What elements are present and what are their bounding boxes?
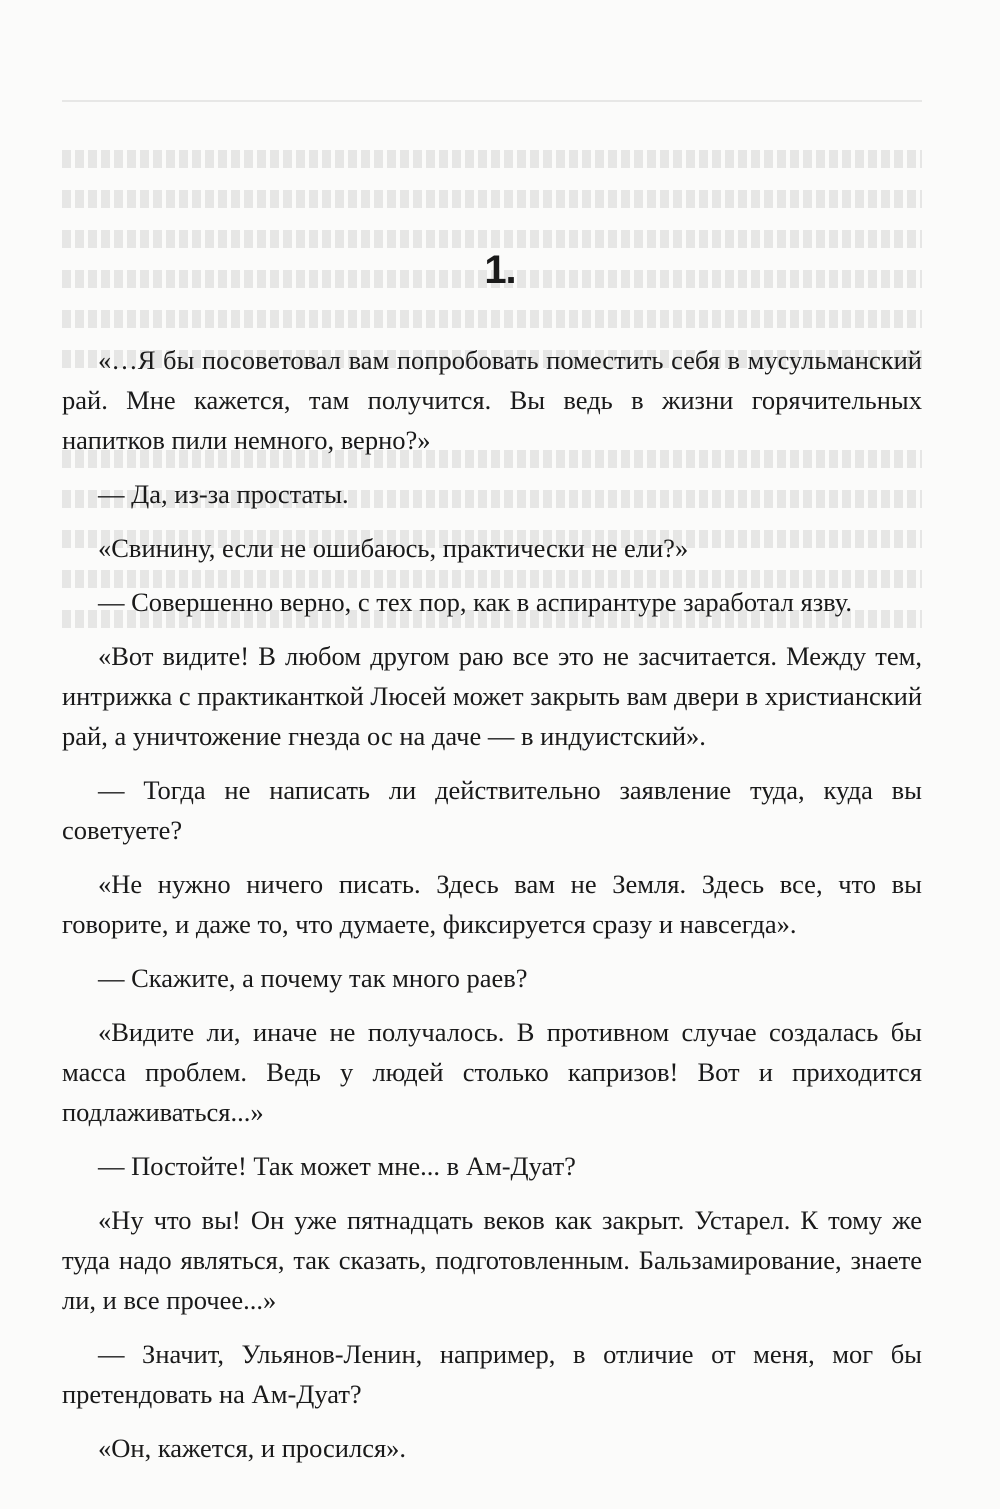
chapter-number: 1. [484,248,516,292]
body-text [62,340,922,1482]
paragraph: «Свинину, если не ошибаюсь, практически не ели?» [98,533,689,563]
paragraph: — Постойте! Так может мне... в Ам-Дуат? [98,1151,576,1181]
paragraph: «Ну что вы! Он уже пятнадцать веков как закрыт. Устарел. К тому же туда надо являться, так сказать, подготовленным. Бальзамирование, знаете ли, и все прочее...» [62,1205,922,1315]
paragraph: — Совершенно верно, с тех пор, как в аспирантуре заработал язву. [98,587,852,617]
paragraph: — Да, из-за простаты. [98,479,349,509]
paragraph: «Не нужно ничего писать. Здесь вам не Земля. Здесь все, что вы говорите, и даже то, что думаете, фиксируется сразу и навсегда». [62,869,922,939]
paragraph: — Значит, Ульянов-Ленин, например, в отличие от меня, мог бы претендовать на Ам-Дуат? [62,1339,922,1409]
paragraph: «…Я бы посоветовал вам попробовать поместить себя в мусульманский рай. Мне кажется, там получится. Вы ведь в жизни горячительных напитков пили немного, верно?» [62,345,922,455]
paragraph: — Скажите, а почему так много раев? [98,963,528,993]
paragraph: — Тогда не написать ли действительно заявление туда, куда вы советуете? [62,775,922,845]
paragraph: «Он, кажется, и просился». [98,1433,407,1463]
reverse-running-header [62,70,922,102]
paragraph: «Вот видите! В любом другом раю все это не засчитается. Между тем, интрижка с практиканткой Люсей может закрыть вам двери в христианский рай, а уничтожение гнезда ос на даче — в индуистский». [62,641,922,751]
paragraph: «Видите ли, иначе не получалось. В противном случае создалась бы масса проблем. Ведь у людей столько капризов! Вот и приходится подлаживаться...» [62,1017,922,1127]
